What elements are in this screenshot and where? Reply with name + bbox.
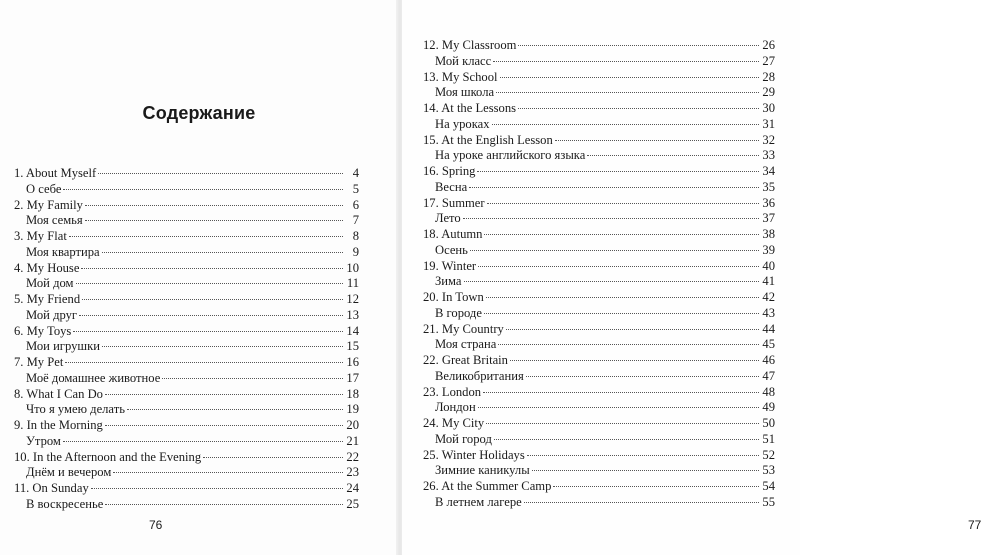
toc-entry xyxy=(14,229,359,245)
toc-entry-title: 18. Autumn xyxy=(423,227,483,241)
toc-entry-page: 6 xyxy=(352,197,359,212)
toc-list-left xyxy=(14,166,359,513)
toc-entry-title: 4. My House xyxy=(14,260,80,275)
dot-leader xyxy=(105,425,343,426)
toc-entry-translation xyxy=(14,276,359,292)
toc-entry-page: 26 xyxy=(762,38,775,52)
toc-entry-title: 3. My Flat xyxy=(14,229,67,243)
dot-leader xyxy=(79,315,343,316)
toc-entry-page: 17 xyxy=(346,370,359,385)
toc-entry-title: 9. In the Morning xyxy=(14,418,103,432)
toc-list-right xyxy=(423,38,775,511)
right-page xyxy=(402,0,981,555)
left-page xyxy=(0,0,398,555)
dot-leader xyxy=(469,187,759,188)
toc-entry-page: 52 xyxy=(762,447,775,462)
dot-leader xyxy=(73,331,343,332)
dot-leader xyxy=(76,283,343,284)
toc-entry xyxy=(14,166,359,182)
toc-entry-title: 17. Summer xyxy=(423,195,485,210)
dot-leader xyxy=(486,423,759,424)
dot-leader xyxy=(69,236,343,237)
dot-leader xyxy=(526,376,759,377)
toc-entry-page: 46 xyxy=(762,353,775,367)
toc-entry-title: Днём и вечером xyxy=(26,465,112,480)
toc-entry-translation xyxy=(423,148,775,164)
toc-entry-translation xyxy=(14,371,359,387)
toc-entry-title: Великобритания xyxy=(435,368,524,383)
toc-entry-page: 41 xyxy=(762,274,775,289)
toc-entry xyxy=(14,355,359,371)
toc-entry xyxy=(14,450,359,466)
toc-entry-title: Мои игрушки xyxy=(26,339,100,354)
page-number-right: 77 xyxy=(968,518,981,532)
toc-entry-title: 16. Spring xyxy=(423,164,476,178)
toc-entry-page: 47 xyxy=(762,368,775,383)
toc-entry-page: 35 xyxy=(762,179,775,194)
toc-entry-page: 28 xyxy=(762,69,775,84)
toc-entry-title: Мой дом xyxy=(26,276,74,291)
toc-entry-page: 40 xyxy=(762,258,775,273)
toc-entry xyxy=(423,322,775,338)
toc-entry-title: 22. Great Britain xyxy=(423,353,508,367)
toc-entry-translation xyxy=(423,432,775,448)
dot-leader xyxy=(91,488,343,489)
toc-entry-translation xyxy=(423,495,775,511)
toc-entry xyxy=(14,324,359,340)
toc-entry-translation xyxy=(423,369,775,385)
toc-entry-title: Мой город xyxy=(435,431,492,446)
dot-leader xyxy=(506,329,759,330)
toc-entry-page: 25 xyxy=(346,496,359,511)
toc-entry xyxy=(423,448,775,464)
toc-entry-page: 49 xyxy=(762,400,775,415)
toc-entry-title: Весна xyxy=(435,179,468,194)
toc-entry xyxy=(423,227,775,243)
toc-entry xyxy=(423,101,775,117)
dot-leader xyxy=(492,124,759,125)
toc-entry xyxy=(14,292,359,308)
dot-leader xyxy=(85,220,343,221)
toc-entry-translation xyxy=(423,400,775,416)
toc-entry-page: 51 xyxy=(762,431,775,446)
dot-leader xyxy=(113,472,343,473)
toc-entry-page: 19 xyxy=(346,402,359,417)
toc-entry-title: Лето xyxy=(435,211,461,226)
toc-entry-title: Моя семья xyxy=(26,213,83,228)
toc-entry-title: 25. Winter Holidays xyxy=(423,447,525,462)
toc-entry-title: 5. My Friend xyxy=(14,292,81,306)
toc-entry-translation xyxy=(423,211,775,227)
toc-entry-title: 13. My School xyxy=(423,69,498,84)
toc-entry-translation xyxy=(423,85,775,101)
dot-leader xyxy=(81,268,343,269)
toc-entry xyxy=(423,196,775,212)
toc-entry xyxy=(423,259,775,275)
dot-leader xyxy=(98,173,343,174)
toc-entry-page: 10 xyxy=(346,260,359,275)
dot-leader xyxy=(493,61,759,62)
toc-entry-translation xyxy=(14,213,359,229)
toc-entry-title: О себе xyxy=(26,181,62,196)
toc-entry xyxy=(423,385,775,401)
dot-leader xyxy=(500,77,759,78)
toc-entry-page: 18 xyxy=(346,386,359,401)
toc-entry-translation xyxy=(14,339,359,355)
toc-entry-title: 8. What I Can Do xyxy=(14,386,103,401)
toc-entry-page: 4 xyxy=(352,166,359,180)
toc-entry-title: 1. About Myself xyxy=(14,166,97,180)
toc-entry-page: 37 xyxy=(762,211,775,226)
toc-entry-page: 11 xyxy=(346,276,359,291)
toc-entry-page: 5 xyxy=(352,181,359,196)
dot-leader xyxy=(553,486,759,487)
toc-entry-title: 12. My Classroom xyxy=(423,38,517,52)
toc-entry xyxy=(14,198,359,214)
toc-entry-title: 11. On Sunday xyxy=(14,481,89,495)
dot-leader xyxy=(483,392,759,393)
toc-entry-title: Зимние каникулы xyxy=(435,463,530,478)
toc-entry-page: 36 xyxy=(762,195,775,210)
toc-entry-page: 31 xyxy=(762,116,775,131)
toc-entry-page: 22 xyxy=(346,449,359,464)
toc-entry-title: 23. London xyxy=(423,384,482,399)
toc-entry-translation xyxy=(423,54,775,70)
dot-leader xyxy=(478,266,759,267)
toc-entry-page: 32 xyxy=(762,132,775,147)
toc-entry-title: 14. At the Lessons xyxy=(423,101,517,115)
toc-entry-title: Зима xyxy=(435,274,462,289)
toc-entry-title: Моя страна xyxy=(435,337,497,352)
toc-entry-page: 43 xyxy=(762,305,775,320)
dot-leader xyxy=(484,234,759,235)
toc-entry-page: 16 xyxy=(346,355,359,369)
toc-entry-title: Моя квартира xyxy=(26,244,100,259)
toc-entry xyxy=(423,164,775,180)
toc-entry-translation xyxy=(423,463,775,479)
toc-entry-translation xyxy=(14,308,359,324)
toc-entry-title: 15. At the English Lesson xyxy=(423,132,553,147)
toc-entry-page: 30 xyxy=(762,101,775,115)
toc-entry-page: 39 xyxy=(762,242,775,257)
toc-entry-page: 29 xyxy=(762,85,775,100)
toc-entry xyxy=(423,479,775,495)
toc-entry-page: 38 xyxy=(762,227,775,241)
toc-entry-page: 45 xyxy=(762,337,775,352)
toc-entry xyxy=(423,353,775,369)
toc-entry-page: 54 xyxy=(762,479,775,493)
dot-leader xyxy=(105,504,343,505)
dot-leader xyxy=(203,457,343,458)
dot-leader xyxy=(496,92,759,93)
toc-entry-page: 34 xyxy=(762,164,775,178)
dot-leader xyxy=(486,297,759,298)
dot-leader xyxy=(487,203,759,204)
dot-leader xyxy=(484,313,759,314)
dot-leader xyxy=(162,378,343,379)
dot-leader xyxy=(532,470,759,471)
toc-entry-title: В воскресенье xyxy=(26,496,104,511)
toc-entry-translation xyxy=(14,497,359,513)
dot-leader xyxy=(127,409,343,410)
toc-entry-title: В городе xyxy=(435,305,482,320)
toc-entry-page: 15 xyxy=(346,339,359,354)
toc-entry-page: 27 xyxy=(762,53,775,68)
toc-entry-translation xyxy=(423,180,775,196)
dot-leader xyxy=(63,189,343,190)
dot-leader xyxy=(102,346,343,347)
toc-entry-page: 44 xyxy=(762,321,775,336)
toc-entry-page: 7 xyxy=(352,213,359,228)
dot-leader xyxy=(102,252,343,253)
toc-title: Содержание xyxy=(142,103,256,123)
dot-leader xyxy=(587,155,759,156)
dot-leader xyxy=(477,171,759,172)
toc-entry-translation xyxy=(423,306,775,322)
dot-leader xyxy=(555,140,759,141)
toc-entry-page: 9 xyxy=(352,244,359,259)
dot-leader xyxy=(463,218,759,219)
toc-entry-page: 23 xyxy=(346,465,359,480)
toc-entry-title: Осень xyxy=(435,242,468,257)
dot-leader xyxy=(518,108,759,109)
toc-entry-page: 33 xyxy=(762,148,775,163)
dot-leader xyxy=(510,360,759,361)
dot-leader xyxy=(518,45,759,46)
dot-leader xyxy=(527,455,759,456)
toc-entry xyxy=(14,261,359,277)
dot-leader xyxy=(65,362,343,363)
toc-entry-page: 42 xyxy=(762,290,775,304)
toc-entry xyxy=(14,481,359,497)
dot-leader xyxy=(63,441,343,442)
dot-leader xyxy=(498,344,759,345)
toc-entry-title: 7. My Pet xyxy=(14,355,64,369)
toc-entry-title: На уроке английского языка xyxy=(435,148,586,163)
toc-entry-page: 21 xyxy=(346,433,359,448)
toc-entry-translation xyxy=(14,182,359,198)
dot-leader xyxy=(478,407,759,408)
toc-entry-title: В летнем лагере xyxy=(435,494,522,509)
toc-entry-title: На уроках xyxy=(435,116,490,131)
toc-entry-title: 2. My Family xyxy=(14,197,83,212)
toc-entry-title: 19. Winter xyxy=(423,258,477,273)
toc-entry-translation xyxy=(423,337,775,353)
toc-entry-title: 10. In the Afternoon and the Evening xyxy=(14,449,202,464)
dot-leader xyxy=(82,299,343,300)
toc-entry xyxy=(423,38,775,54)
dot-leader xyxy=(85,205,343,206)
toc-entry-translation xyxy=(423,117,775,133)
toc-entry-page: 50 xyxy=(762,416,775,430)
toc-entry-title: Моя школа xyxy=(435,85,495,100)
toc-entry xyxy=(14,418,359,434)
toc-entry-title: 6. My Toys xyxy=(14,323,72,338)
dot-leader xyxy=(524,502,759,503)
toc-entry-translation xyxy=(423,274,775,290)
toc-entry-page: 13 xyxy=(346,307,359,322)
toc-entry-translation xyxy=(14,434,359,450)
toc-entry-translation xyxy=(423,243,775,259)
toc-entry xyxy=(423,133,775,149)
dot-leader xyxy=(470,250,759,251)
toc-entry-title: 21. My Country xyxy=(423,321,504,336)
page-number-left: 76 xyxy=(149,518,163,532)
toc-entry-title: Моё домашнее животное xyxy=(26,370,161,385)
toc-entry-translation xyxy=(14,245,359,261)
toc-entry-title: Мой класс xyxy=(435,53,492,68)
toc-entry-title: 24. My City xyxy=(423,416,485,430)
toc-entry-title: Утром xyxy=(26,433,61,448)
toc-entry-page: 53 xyxy=(762,463,775,478)
toc-entry-page: 24 xyxy=(346,481,359,495)
toc-entry xyxy=(423,290,775,306)
toc-entry-title: Лондон xyxy=(435,400,476,415)
toc-entry-page: 20 xyxy=(346,418,359,432)
toc-entry xyxy=(14,387,359,403)
toc-entry-page: 48 xyxy=(762,384,775,399)
toc-entry-title: Мой друг xyxy=(26,307,78,322)
dot-leader xyxy=(494,439,759,440)
toc-entry xyxy=(423,416,775,432)
toc-entry-page: 8 xyxy=(352,229,359,243)
toc-entry-page: 14 xyxy=(346,323,359,338)
toc-entry-page: 55 xyxy=(762,494,775,509)
toc-entry xyxy=(423,70,775,86)
toc-entry-page: 12 xyxy=(346,292,359,306)
dot-leader xyxy=(105,394,343,395)
toc-entry-translation xyxy=(14,402,359,418)
dot-leader xyxy=(464,281,759,282)
toc-entry-title: 26. At the Summer Camp xyxy=(423,479,552,493)
toc-entry-title: Что я умею делать xyxy=(26,402,125,417)
toc-entry-title: 20. In Town xyxy=(423,290,484,304)
toc-entry-translation xyxy=(14,465,359,481)
